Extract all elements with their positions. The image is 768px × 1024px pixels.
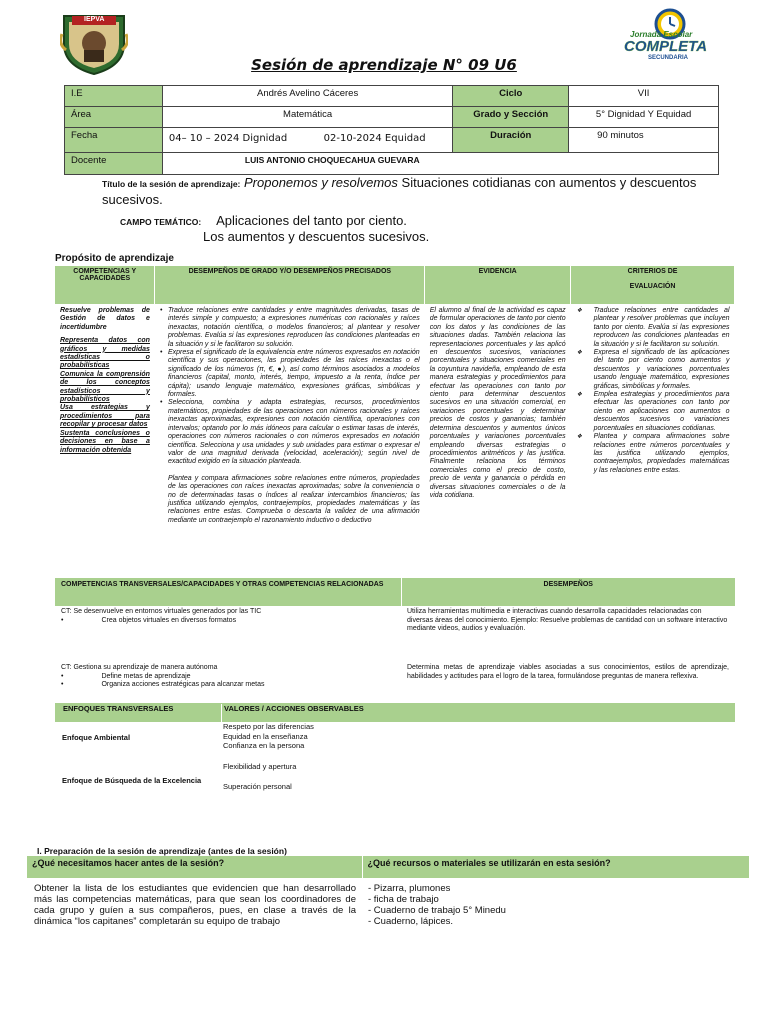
enfoque-ambiental: Enfoque Ambiental [62, 733, 131, 742]
material-item: - Cuaderno, lápices. [368, 916, 454, 927]
enfoque-excelencia-value-1: Flexibilidad y apertura [223, 762, 297, 771]
material-item: - ficha de trabajo [368, 894, 439, 905]
criterio-item: ❖ Traduce relaciones entre cantidades al plantear y resolver problemas que incluyen tanto por ciento. Evalúa si las expresiones reproducen las condiciones planteadas en la situación y si le facilitaron su solución. [576, 307, 730, 349]
capacidad-item: Usa estrategias y procedimientos para recopilar y procesar datos [60, 404, 150, 429]
material-item: - Pizarra, plumones [368, 883, 451, 894]
criterio-item: ❖ Emplea estrategias y procedimientos para efectuar las operaciones con tanto por ciento en aplicaciones con aumentos o descuentos sucesivos o variaciones porcentuales en situaciones cotidianas. [576, 391, 730, 433]
fecha-value-2: 02-10-2024 Equidad [323, 133, 426, 144]
header-criterios [571, 266, 735, 304]
session-info-table [64, 85, 719, 175]
desempeno-item: • Traduce relaciones entre cantidades y entre magnitudes derivadas, tasas de interés simple y compuesto; a expresiones numéricas con racionales y raíces inexactas, notación científica, o modelos financieros; al plantear y resolver problemas. Evalúa si las expresiones reproducen las condiciones planteadas en la situación y si le facilitaron su solución. [160, 307, 420, 349]
ciclo-value: VII [569, 86, 719, 107]
enfoque-excelencia: Enfoque de Búsqueda de la Excelencia [62, 776, 202, 785]
trans-header-left: COMPETENCIAS TRANSVERSALES/CAPACIDADES Y OTRAS COMPETENCIAS RELACIONADAS [55, 578, 401, 606]
enfoque-ambiental-values: Respeto por las diferencias Equidad en la enseñanza Confianza en la persona [223, 722, 314, 750]
ct2-bullet: • Define metas de aprendizaje [61, 672, 191, 680]
fecha-label: Fecha [65, 128, 163, 153]
criterio-item: ❖ Expresa el significado de las aplicaciones del tanto por ciento como aumentos y descuentos y variaciones porcentuales usando lenguaje matemático, expresiones gráficas, simbólicas y formales. [576, 349, 730, 391]
area-label: Área [65, 107, 163, 128]
topic-label: Título de la sesión de aprendizaje: [102, 179, 241, 189]
header-evidencia: EVIDENCIA [425, 266, 571, 304]
duracion-value: 90 minutos [569, 128, 719, 153]
jec-logo-line2: COMPLETA [624, 38, 708, 55]
fecha-value-1: 04– 10 – 2024 Dignidad [168, 133, 288, 144]
desempenos-cell [155, 304, 425, 528]
enfoque-excelencia-value-2: Superación personal [223, 782, 292, 791]
prep-a2 [362, 878, 749, 932]
shield-logo-text: IEPVA [84, 16, 105, 23]
trans-header-right: DESEMPEÑOS [401, 578, 735, 606]
ct2-bullet: • Organiza acciones estratégicas para alcanzar metas [61, 681, 265, 689]
criterios-cell [571, 304, 735, 528]
campo-line1: Aplicaciones del tanto por ciento. [216, 213, 407, 228]
desempeno-item: • Selecciona, combina y adapta estrategias, recursos, procedimientos matemáticos, propiedades de las operaciones con números racionales y raíces inexactas aproximadas, expresiones con notación científica, operaciones con intervalos; optando por lo más idóneos para calcular o estimar tasas de interés, operaciones con números racionales o con números expresados en notación científica. Selecciona y usa unidades y sub unidades para estimar o expresar el valor de una magnitud derivada (velocidad, aceleración); según nivel de exactitud exigido en la situación planteada. [160, 399, 420, 466]
transversales-table [55, 578, 735, 702]
competencias-cell [55, 304, 155, 528]
desempeno-final: Plantea y compara afirmaciones sobre relaciones entre números, propiedades de las operaciones con raíces inexactas aproximadas; sobre la conveniencia o no de determinadas tasas o índices al realizar intercambios financieros; las justifica utilizando ejemplos, contraejemplos, propiedades matemáticas y las relaciones entre estas. Comprueba o descarta la validez de una afirmación mediante un contraejemplo el razonamiento inductivo o deductivo [167, 474, 420, 524]
session-title: Sesión de aprendizaje N° 09 U6 [251, 56, 517, 74]
jec-logo-line3: SECUNDARIA [648, 55, 689, 61]
evidencia-cell: El alumno al final de la actividad es capaz de formular operaciones de tanto por ciento con los datos y las condiciones de las situaciones dadas. También relaciona las representaciones porcentuales y las aplicó en descuentos sucesivos, variaciones porcentuales y situaciones comerciales en la coyuntura navideña, empleando de esta manera estrategias y procedimientos para efectuar las operaciones con tanto por ciento para determinar descuentos sucesivos en una situación comercial, en variaciones porcentuales y determinar precios de costos y ganancias; también determina descuentos y aumentos únicos porcentuales y variaciones porcentuales empleando diversas estrategias o procedimientos aritméticos y las justifica. Finalmente relaciona los términos comerciales como el precio de costo, precio de venta y ganancia o pérdida en diversas situaciones comerciales o de la vida cotidiana. [429, 307, 566, 499]
ct1-text: CT: Se desenvuelve en entornos virtuales generados por las TIC [61, 608, 262, 615]
campo-label: CAMPO TEMÁTICO: [120, 217, 202, 227]
ie-value: Andrés Avelino Cáceres [162, 86, 452, 107]
prep-q2: ¿Qué recursos o materiales se utilizarán en esta sesión? [362, 856, 749, 878]
enfoques-header [55, 703, 735, 722]
prep-a1: Obtener la lista de los estudiantes que evidencien que han desarrollado más las competencias matemáticas, para que sean los coordinadores de cada grupo y guíen a sus compañeros, pues, en clase a través de la dinámica “los capitanes” completarán su equipo de trabajo [34, 883, 356, 927]
header-competencias: COMPETENCIAS Y CAPACIDADES [55, 266, 155, 304]
jec-logo-line1: Jornada Escolar [630, 30, 693, 39]
preparacion-table [27, 856, 749, 932]
docente-value: LUIS ANTONIO CHOQUECAHUA GUEVARA [162, 153, 718, 175]
ct2-desempeno: Determina metas de aprendizaje viables asociadas a sus conocimientos, estilos de aprendizaje, habilidades y actitudes para el logro de la tarea, formulándose preguntas de manera reflexiva. [407, 664, 729, 680]
desempeno-item: • Expresa el significado de la equivalencia entre números expresados en notación científica y sus operaciones, las propiedades de las raíces inexactas o el significado de los números (π, €, ●), así como términos asociados a modelos financieros (capital, monto, interés, tiempo, impuesto a la renta, índice per cápita); usando lenguaje matemático, expresiones gráficas, simbólicas y formales. [160, 349, 420, 399]
grado-label: Grado y Sección [453, 107, 569, 128]
docente-label: Docente [65, 153, 163, 175]
ciclo-label: Ciclo [453, 86, 569, 107]
criterio-item: ❖ Plantea y compara afirmaciones sobre relaciones entre números porcentuales y las justifica utilizando ejemplos, contraejemplos, propiedades matemáticas y las relaciones entre estas. [576, 433, 730, 475]
header-criterios-2: EVALUACIÓN [629, 283, 676, 290]
header-desempenos: DESEMPEÑOS DE GRADO Y/O DESEMPEÑOS PRECISADOS [155, 266, 425, 304]
ie-label: I.E [65, 86, 163, 107]
enfoques-header-left: ENFOQUES TRANSVERSALES [63, 704, 174, 713]
competencia-text: Resuelve problemas de Gestión de datos e incertidumbre [60, 307, 150, 331]
topic-italic: Proponemos y resolvemos [244, 175, 398, 190]
duracion-label: Duración [453, 128, 569, 153]
campo-tematico [120, 213, 407, 230]
ct2-cell [55, 662, 401, 702]
enfoques-header-right: VALORES / ACCIONES OBSERVABLES [221, 704, 364, 723]
preparacion-title: I. Preparación de la sesión de aprendizaje (antes de la sesión) [37, 846, 287, 856]
area-value: Matemática [162, 107, 452, 128]
material-item: - Cuaderno de trabajo 5° Minedu [368, 905, 506, 916]
grado-value: 5° Dignidad Y Equidad [569, 107, 719, 128]
ct1-bullet: • Crea objetos virtuales en diversos formatos [61, 616, 237, 624]
ct1-cell [55, 606, 401, 662]
capacidad-item: Comunica la comprensión de los conceptos estadísticos y probabilísticos [60, 370, 150, 404]
campo-line2: Los aumentos y descuentos sucesivos. [203, 229, 430, 244]
prep-q1: ¿Qué necesitamos hacer antes de la sesión? [27, 856, 362, 878]
header-criterios-1: CRITERIOS DE [627, 268, 678, 275]
topic-rest: Situaciones cotidianas con aumentos y descuentos sucesivos. [102, 175, 697, 207]
session-topic [102, 175, 722, 207]
ct2-text: CT: Gestiona su aprendizaje de manera autónoma [61, 664, 218, 671]
capacidad-item: Sustenta conclusiones o decisiones en base a información obtenida [60, 429, 150, 454]
capacidad-item: Representa datos con gráficos y medidas estadísticas o probabilísticas [60, 337, 150, 370]
ct1-desempeno: Utiliza herramientas multimedia e interactivas cuando desarrolla capacidades relacionadas con diversas áreas del conocimiento. Ejemplo: Resuelve problemas de cantidad con un software interactivo mediante videos, audios y evaluación. [407, 608, 728, 633]
proposito-title: Propósito de aprendizaje [55, 253, 174, 264]
proposito-table [55, 266, 735, 528]
